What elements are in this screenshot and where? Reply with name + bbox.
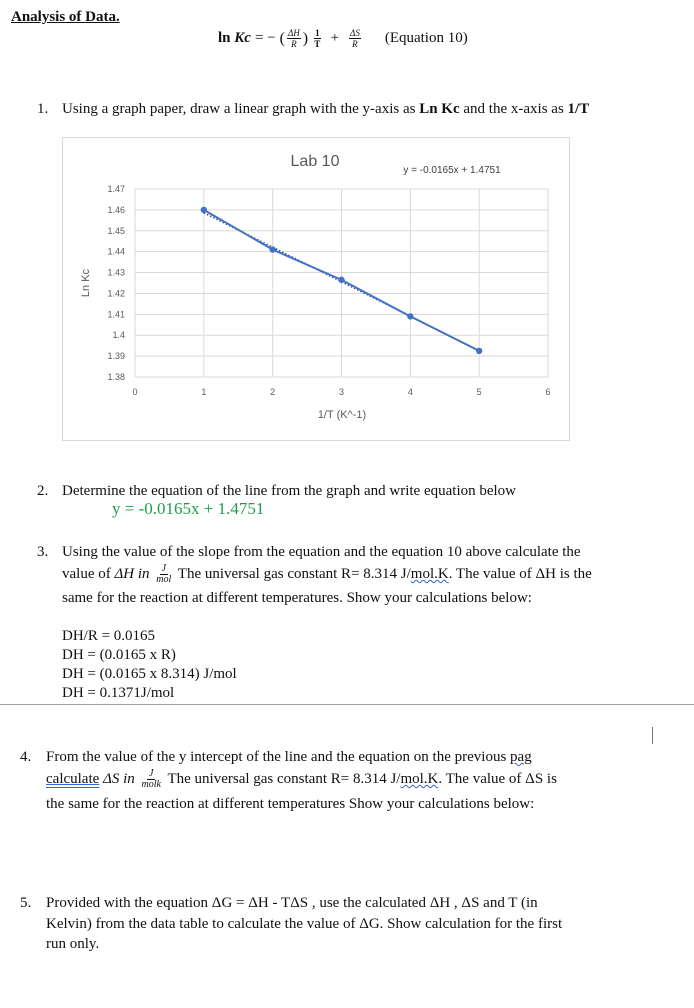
y-tick-labels [107, 184, 125, 382]
y-tick-label: 1.44 [107, 246, 125, 257]
equation-r2: R [352, 39, 358, 49]
equation-lhs [218, 30, 251, 47]
y-tick-label: 1.4 [112, 330, 125, 341]
q4-line3: the same for the reaction at different temperatures Show your calculations below: [46, 796, 535, 812]
q1-number: 1. [37, 101, 49, 117]
q4-line1 [46, 746, 532, 768]
equation-kc: Kc [234, 30, 251, 46]
y-tick-label: 1.47 [107, 184, 125, 194]
q1-text-a: Using a graph paper, draw a linear graph with the y-axis as [62, 101, 420, 117]
q3-mol-k-spellcheck: mol.K [410, 566, 449, 582]
x-tick-label: 0 [132, 387, 138, 397]
q4-frac-den: molk [141, 779, 161, 791]
q4-mol-k-spellcheck: mol.K [400, 771, 439, 787]
section-heading: Analysis of Data. [11, 9, 120, 25]
x-tick-labels [132, 387, 550, 397]
x-tick-label: 4 [407, 387, 413, 397]
equation-10 [218, 28, 468, 49]
equation-equals: = − [254, 30, 276, 46]
q3-line3: same for the reaction at different temperatures. Show your calculations below: [62, 590, 532, 606]
q4-line2-b: The universal gas constant R= 8.314 J/ [163, 771, 401, 787]
x-tick-label: 6 [545, 387, 551, 397]
q2-answer: y = -0.0165x + 1.4751 [112, 499, 265, 518]
y-tick-label: 1.41 [107, 309, 125, 320]
q5-number: 5. [20, 895, 32, 911]
equation-dh-over-r [287, 28, 301, 49]
x-tick-label: 3 [338, 387, 345, 397]
q3-line1: Using the value of the slope from the equation and the equation 10 above calculate the [62, 544, 581, 560]
q1-bold-lnkc: Ln Kc [419, 101, 460, 117]
equation-plus: + [330, 30, 340, 46]
equation-ds: ΔS [350, 28, 360, 38]
q3-calculation [62, 627, 237, 703]
data-point [476, 348, 482, 354]
calc-line: DH/R = 0.0165 [62, 628, 156, 644]
q4-j-per-molk-fraction [142, 769, 161, 790]
x-tick-label: 2 [270, 387, 276, 397]
q4-frac-num: J [149, 768, 154, 780]
equation-one-over-t [314, 28, 321, 49]
q3-line2-b: The universal gas constant R= 8.314 J/ [174, 566, 411, 582]
equation-dh: ΔH [287, 28, 300, 38]
x-tick-label: 5 [476, 387, 482, 397]
equation-paren-open: ( [279, 29, 285, 47]
scatter-chart [63, 138, 569, 440]
y-tick-label: 1.45 [107, 225, 125, 236]
chart-title: Lab 10 [290, 153, 340, 170]
page-break-divider [0, 704, 694, 705]
q4-line2 [46, 768, 557, 790]
q1-bold-1t: 1/T [567, 101, 590, 117]
q1-text [62, 98, 589, 120]
equation-t: T [314, 39, 321, 49]
q3-line2 [62, 563, 592, 585]
x-tick-label: 1 [201, 387, 207, 397]
equation-ln: ln [218, 30, 231, 46]
q4-calculate-underlined: calculate [46, 771, 100, 787]
equation-paren-close: ) [302, 29, 309, 47]
y-axis-label: Ln Kc [80, 268, 92, 298]
q3-line2-c: . The value of ΔH is the [448, 566, 592, 582]
q2-number: 2. [37, 483, 49, 499]
q1-text-b: and the x-axis as [459, 101, 568, 117]
calc-line: DH = 0.1371J/mol [62, 685, 175, 701]
y-tick-label: 1.46 [107, 204, 125, 215]
equation-r1: R [291, 39, 297, 49]
x-axis-label: 1/T (K^-1) [317, 409, 367, 421]
q5-line1: Provided with the equation ΔG = ΔH - TΔS , use the calculated ΔH , ΔS and T (in [46, 895, 538, 911]
equation-one: 1 [315, 28, 320, 38]
q3-frac-den: mol [156, 574, 172, 586]
q3-j-per-mol-fraction [156, 564, 171, 585]
q2-text: Determine the equation of the line from the graph and write equation below [62, 483, 517, 499]
q4-line1-a: From the value of the y intercept of the line and the equation on the previous [46, 749, 511, 765]
q3-dh-italic: ΔH in [114, 566, 154, 582]
trendline-label: y = -0.0165x + 1.4751 [403, 165, 501, 176]
text-cursor [652, 727, 653, 744]
data-point [269, 246, 275, 252]
q3-number: 3. [37, 544, 49, 560]
equation-ds-over-r [349, 28, 361, 49]
data-point [407, 313, 413, 319]
data-point [201, 207, 207, 213]
calc-line: DH = (0.0165 x 8.314) J/mol [62, 666, 237, 682]
q3-line2-a: value of [62, 566, 115, 582]
q4-line2-c: . The value of ΔS is [438, 771, 557, 787]
y-tick-label: 1.43 [107, 267, 125, 278]
equation-label: (Equation 10) [384, 30, 468, 46]
q4-number: 4. [20, 749, 32, 765]
y-tick-label: 1.42 [107, 288, 125, 299]
q5-line2: Kelvin) from the data table to calculate the value of ΔG. Show calculation for the first [46, 916, 563, 932]
q4-pag-spellcheck: pag [510, 749, 532, 765]
calc-line: DH = (0.0165 x R) [62, 647, 176, 663]
y-tick-label: 1.39 [107, 351, 125, 362]
y-tick-label: 1.38 [107, 372, 125, 382]
q3-frac-num: J [161, 563, 167, 575]
chart-frame [62, 137, 570, 441]
q5-line3: run only. [46, 936, 100, 952]
q4-ds-italic: ΔS in [99, 771, 139, 787]
data-point [338, 277, 344, 283]
